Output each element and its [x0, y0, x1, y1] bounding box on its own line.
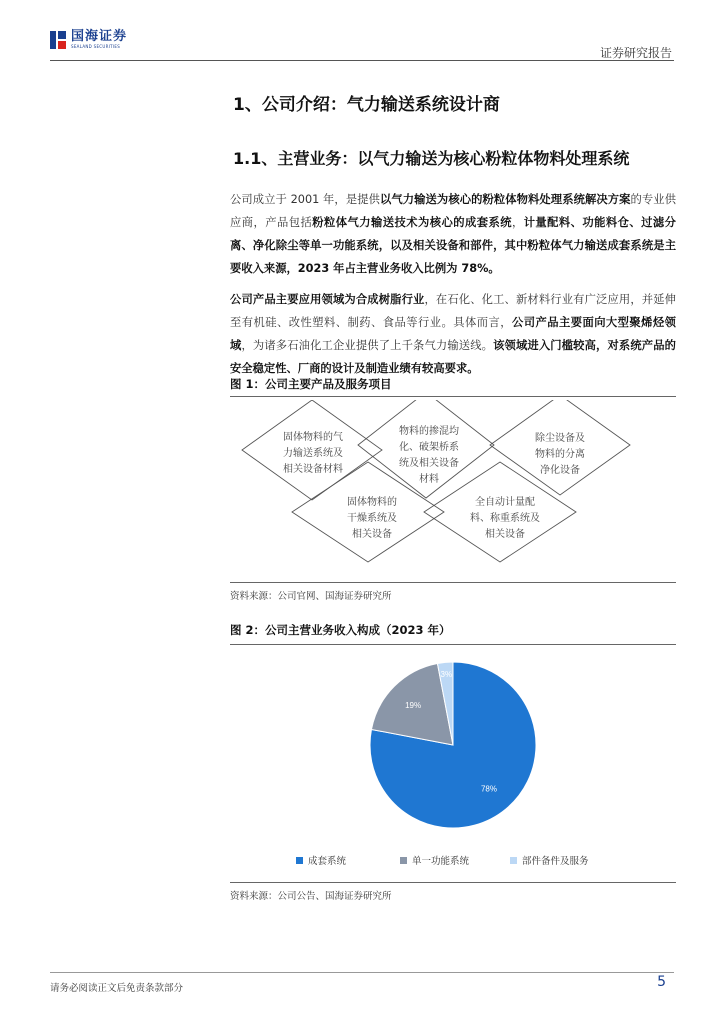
p1-run-1: 以气力输送为核心的粉粒体物料处理系统解决方案: [380, 193, 631, 206]
p1-run-3: 粉粒体气力输送技术为核心的成套系统: [312, 216, 512, 229]
p1-run-5: 计量配料、功能料仓、过滤分离、净化除尘等单一功能系统，以及相关设备和部件，其中粉粒体气力输送成套系统是主要收入来源，2023 年占主营业务收入比例为 78%。: [230, 216, 676, 275]
legend-swatch-1: [400, 857, 407, 864]
p1-run-2: 的专业供应商，产品包括: [230, 193, 676, 229]
report-type: 证券研究报告: [599, 46, 672, 60]
paragraph-intro: [230, 188, 676, 280]
p2-run-2: 公司产品主要面向大型聚烯烃领域: [230, 316, 676, 352]
figure1-title: 图 1：公司主要产品及服务项目: [230, 377, 392, 391]
figure1-source: 资料来源：公司官网、国海证券研究所: [230, 591, 392, 602]
p2-run-4: 该领域进入门槛较高，对系统产品的安全稳定性、厂商的设计及制造业绩有较高要求。: [230, 339, 676, 375]
legend-swatch-2: [510, 857, 517, 864]
logo-name: 国海证券: [71, 29, 128, 44]
header-divider: [50, 60, 674, 61]
section-heading: 1、公司介绍：气力输送系统设计商: [233, 95, 500, 115]
pie-data-label-2: 3%: [440, 669, 453, 679]
logo-name-en: SEALAND SECURITIES: [71, 44, 121, 49]
pie-svg: [230, 650, 676, 880]
logo-mark-icon: [50, 31, 66, 49]
legend-item-1: [400, 855, 470, 867]
p1-run-0: 公司成立于 2001 年，是提供: [230, 193, 380, 206]
diagram-item-5: 全自动计量配料、称重系统及相关设备: [470, 497, 540, 540]
subsection-heading: 1.1、主营业务：以气力输送为核心粉粒体物料处理系统: [233, 149, 630, 168]
diagram-item-4: 固体物料的干燥系统及相关设备: [347, 497, 397, 540]
pie-data-label-0: 78%: [480, 784, 497, 794]
footer-divider: [50, 972, 674, 973]
revenue-pie-chart: [230, 650, 676, 880]
company-logo: [50, 30, 127, 50]
figure1-bottom-rule: [230, 582, 676, 583]
figure2-bottom-rule: [230, 882, 676, 883]
figure1-top-rule: [230, 396, 676, 397]
products-diagram: [230, 400, 676, 578]
page-number: 5: [657, 974, 666, 990]
diagram-item-2: 物料的掺混均化、破架桥系统及相关设备材料: [399, 426, 459, 485]
legend-label-2: 部件备件及服务: [522, 856, 589, 867]
pie-data-label-1: 19%: [405, 701, 422, 711]
legend-item-2: [510, 855, 589, 867]
legend-label-1: 单一功能系统: [412, 856, 470, 867]
diagram-item-1: 固体物料的气力输送系统及相关设备材料: [283, 432, 343, 475]
paragraph-application: [230, 288, 676, 380]
legend-label-0: 成套系统: [308, 856, 347, 867]
diagram-item-3: 除尘设备及物料的分离净化设备: [535, 433, 585, 476]
figure2-title: 图 2：公司主营业务收入构成（2023 年）: [230, 623, 451, 637]
p2-run-3: ，为诸多石油化工企业提供了上千条气力输送线。: [241, 339, 494, 352]
legend-swatch-0: [296, 857, 303, 864]
figure2-source: 资料来源：公司公告、国海证券研究所: [230, 891, 392, 902]
p2-run-1: ，在石化、化工、新材料行业有广泛应用，并延伸至有机硅、改性塑料、制药、食品等行业。具体而言，: [230, 293, 676, 329]
figure2-top-rule: [230, 644, 676, 645]
p1-run-4: ，: [511, 216, 524, 229]
p2-run-0: 公司产品主要应用领域为合成树脂行业: [230, 293, 425, 306]
footer-disclaimer: 请务必阅读正文后免责条款部分: [50, 983, 184, 994]
legend-item-0: [296, 855, 347, 867]
